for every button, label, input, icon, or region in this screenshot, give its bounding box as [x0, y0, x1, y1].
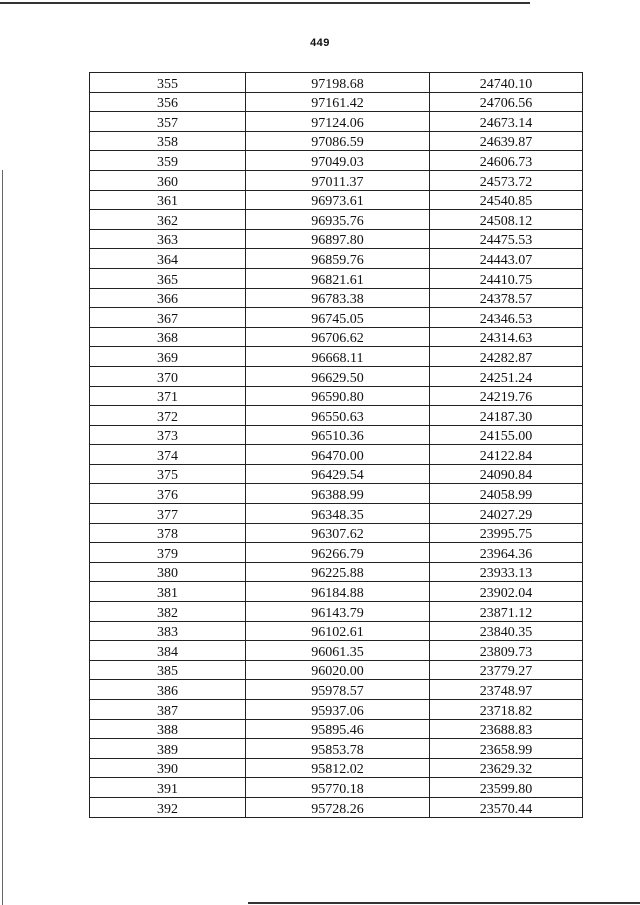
table-row — [90, 249, 583, 269]
value-a-cell: 97011.37 — [246, 170, 430, 190]
value-b-cell: 23871.12 — [430, 602, 583, 622]
row-index-cell: 386 — [90, 680, 246, 700]
row-index-cell: 373 — [90, 425, 246, 445]
row-index-cell: 390 — [90, 758, 246, 778]
value-a-cell: 96184.88 — [246, 582, 430, 602]
table-row — [90, 641, 583, 661]
page-number: 449 — [310, 37, 330, 49]
value-a-cell: 96550.63 — [246, 406, 430, 426]
value-b-cell: 24251.24 — [430, 366, 583, 386]
value-a-cell: 95728.26 — [246, 797, 430, 817]
row-index-cell: 367 — [90, 308, 246, 328]
value-b-cell: 23902.04 — [430, 582, 583, 602]
row-index-cell: 363 — [90, 229, 246, 249]
value-b-cell: 24673.14 — [430, 112, 583, 132]
table-row — [90, 700, 583, 720]
value-b-cell: 24219.76 — [430, 386, 583, 406]
row-index-cell: 356 — [90, 92, 246, 112]
value-b-cell: 24573.72 — [430, 170, 583, 190]
value-a-cell: 97124.06 — [246, 112, 430, 132]
value-b-cell: 23658.99 — [430, 739, 583, 759]
row-index-cell: 355 — [90, 73, 246, 93]
value-b-cell: 23748.97 — [430, 680, 583, 700]
table-row — [90, 680, 583, 700]
value-b-cell: 23570.44 — [430, 797, 583, 817]
table-row — [90, 562, 583, 582]
value-a-cell: 97086.59 — [246, 131, 430, 151]
table-row — [90, 366, 583, 386]
value-a-cell: 96745.05 — [246, 308, 430, 328]
value-b-cell: 24155.00 — [430, 425, 583, 445]
value-a-cell: 96102.61 — [246, 621, 430, 641]
row-index-cell: 379 — [90, 543, 246, 563]
value-a-cell: 95937.06 — [246, 700, 430, 720]
value-a-cell: 96388.99 — [246, 484, 430, 504]
value-a-cell: 96225.88 — [246, 562, 430, 582]
table-row — [90, 464, 583, 484]
value-a-cell: 96935.76 — [246, 210, 430, 230]
row-index-cell: 387 — [90, 700, 246, 720]
table-row — [90, 308, 583, 328]
value-b-cell: 24058.99 — [430, 484, 583, 504]
table-row — [90, 797, 583, 817]
table-row — [90, 170, 583, 190]
value-a-cell: 96061.35 — [246, 641, 430, 661]
table-row — [90, 504, 583, 524]
value-b-cell: 23933.13 — [430, 562, 583, 582]
value-a-cell: 96348.35 — [246, 504, 430, 524]
value-b-cell: 23809.73 — [430, 641, 583, 661]
value-a-cell: 96897.80 — [246, 229, 430, 249]
table-row — [90, 151, 583, 171]
table-row — [90, 268, 583, 288]
data-table — [89, 72, 583, 818]
row-index-cell: 357 — [90, 112, 246, 132]
value-b-cell: 24314.63 — [430, 327, 583, 347]
value-a-cell: 97049.03 — [246, 151, 430, 171]
table-row — [90, 288, 583, 308]
value-a-cell: 96706.62 — [246, 327, 430, 347]
row-index-cell: 376 — [90, 484, 246, 504]
table-row — [90, 719, 583, 739]
row-index-cell: 361 — [90, 190, 246, 210]
row-index-cell: 370 — [90, 366, 246, 386]
table-row — [90, 621, 583, 641]
value-b-cell: 24540.85 — [430, 190, 583, 210]
value-b-cell: 23718.82 — [430, 700, 583, 720]
row-index-cell: 385 — [90, 660, 246, 680]
row-index-cell: 371 — [90, 386, 246, 406]
value-a-cell: 95812.02 — [246, 758, 430, 778]
left-edge-rule — [2, 170, 3, 905]
value-a-cell: 96973.61 — [246, 190, 430, 210]
value-b-cell: 24740.10 — [430, 73, 583, 93]
row-index-cell: 368 — [90, 327, 246, 347]
table-row — [90, 778, 583, 798]
row-index-cell: 384 — [90, 641, 246, 661]
value-a-cell: 95978.57 — [246, 680, 430, 700]
row-index-cell: 392 — [90, 797, 246, 817]
table-row — [90, 739, 583, 759]
row-index-cell: 364 — [90, 249, 246, 269]
value-a-cell: 97161.42 — [246, 92, 430, 112]
row-index-cell: 365 — [90, 268, 246, 288]
value-b-cell: 24282.87 — [430, 347, 583, 367]
value-b-cell: 24706.56 — [430, 92, 583, 112]
row-index-cell: 362 — [90, 210, 246, 230]
table-row — [90, 347, 583, 367]
row-index-cell: 380 — [90, 562, 246, 582]
row-index-cell: 382 — [90, 602, 246, 622]
value-a-cell: 96629.50 — [246, 366, 430, 386]
table-row — [90, 386, 583, 406]
value-b-cell: 23964.36 — [430, 543, 583, 563]
row-index-cell: 389 — [90, 739, 246, 759]
row-index-cell: 358 — [90, 131, 246, 151]
value-a-cell: 95853.78 — [246, 739, 430, 759]
value-b-cell: 24410.75 — [430, 268, 583, 288]
value-a-cell: 95895.46 — [246, 719, 430, 739]
row-index-cell: 383 — [90, 621, 246, 641]
value-b-cell: 23995.75 — [430, 523, 583, 543]
row-index-cell: 372 — [90, 406, 246, 426]
bottom-rule — [248, 902, 640, 904]
value-a-cell: 96143.79 — [246, 602, 430, 622]
table-row — [90, 131, 583, 151]
value-a-cell: 96266.79 — [246, 543, 430, 563]
table-row — [90, 445, 583, 465]
value-b-cell: 23840.35 — [430, 621, 583, 641]
value-b-cell: 24508.12 — [430, 210, 583, 230]
row-index-cell: 359 — [90, 151, 246, 171]
row-index-cell: 369 — [90, 347, 246, 367]
table-row — [90, 758, 583, 778]
table-row — [90, 602, 583, 622]
value-a-cell: 96590.80 — [246, 386, 430, 406]
value-a-cell: 96510.36 — [246, 425, 430, 445]
value-b-cell: 23779.27 — [430, 660, 583, 680]
value-a-cell: 96821.61 — [246, 268, 430, 288]
value-b-cell: 24606.73 — [430, 151, 583, 171]
value-b-cell: 23629.32 — [430, 758, 583, 778]
value-a-cell: 96668.11 — [246, 347, 430, 367]
value-b-cell: 24346.53 — [430, 308, 583, 328]
value-a-cell: 97198.68 — [246, 73, 430, 93]
value-a-cell: 96859.76 — [246, 249, 430, 269]
row-index-cell: 374 — [90, 445, 246, 465]
table-row — [90, 425, 583, 445]
value-a-cell: 96307.62 — [246, 523, 430, 543]
value-a-cell: 96783.38 — [246, 288, 430, 308]
value-a-cell: 96020.00 — [246, 660, 430, 680]
value-a-cell: 96429.54 — [246, 464, 430, 484]
table-row — [90, 112, 583, 132]
row-index-cell: 366 — [90, 288, 246, 308]
row-index-cell: 377 — [90, 504, 246, 524]
value-a-cell: 95770.18 — [246, 778, 430, 798]
row-index-cell: 391 — [90, 778, 246, 798]
table-row — [90, 190, 583, 210]
value-b-cell: 24475.53 — [430, 229, 583, 249]
value-b-cell: 24443.07 — [430, 249, 583, 269]
value-b-cell: 24027.29 — [430, 504, 583, 524]
value-b-cell: 24187.30 — [430, 406, 583, 426]
value-b-cell: 23599.80 — [430, 778, 583, 798]
row-index-cell: 381 — [90, 582, 246, 602]
table-row — [90, 660, 583, 680]
row-index-cell: 360 — [90, 170, 246, 190]
row-index-cell: 378 — [90, 523, 246, 543]
row-index-cell: 375 — [90, 464, 246, 484]
value-b-cell: 24378.57 — [430, 288, 583, 308]
table-row — [90, 229, 583, 249]
value-b-cell: 23688.83 — [430, 719, 583, 739]
table-row — [90, 73, 583, 93]
table-row — [90, 327, 583, 347]
table-body — [90, 73, 583, 818]
top-rule — [0, 2, 530, 4]
table-row — [90, 523, 583, 543]
table-row — [90, 210, 583, 230]
value-b-cell: 24122.84 — [430, 445, 583, 465]
value-a-cell: 96470.00 — [246, 445, 430, 465]
table-row — [90, 92, 583, 112]
table-row — [90, 484, 583, 504]
value-b-cell: 24639.87 — [430, 131, 583, 151]
table-row — [90, 543, 583, 563]
value-b-cell: 24090.84 — [430, 464, 583, 484]
table-row — [90, 582, 583, 602]
row-index-cell: 388 — [90, 719, 246, 739]
table-row — [90, 406, 583, 426]
